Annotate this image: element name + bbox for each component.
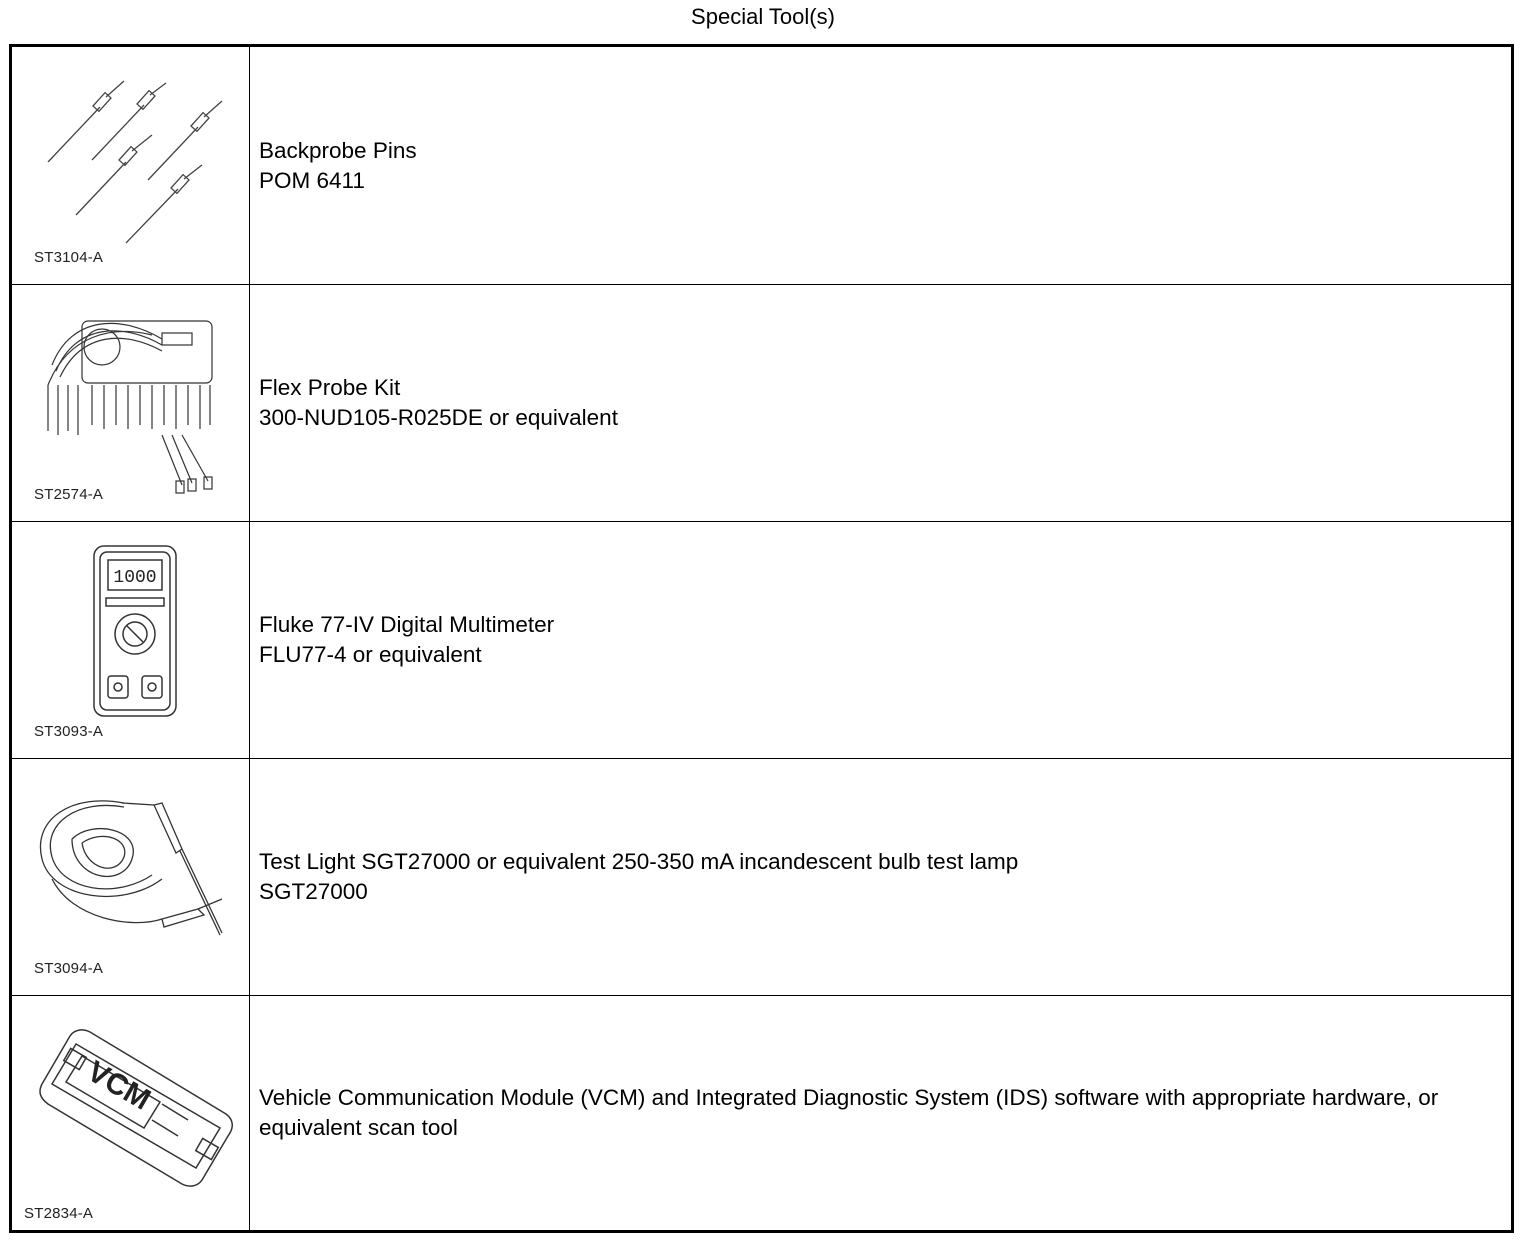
tool-name: Vehicle Communication Module (VCM) and Integrated Diagnostic System (IDS) software with appropriate hardware, or equivalent scan tool xyxy=(259,1085,1445,1140)
tool-image-cell xyxy=(12,522,250,758)
tool-code: ST3093-A xyxy=(34,723,104,740)
table-row xyxy=(12,284,1511,521)
tool-code: ST3104-A xyxy=(34,249,104,266)
page-title: Special Tool(s) xyxy=(691,4,835,29)
tool-description xyxy=(259,285,1491,521)
tool-name: Test Light SGT27000 or equivalent 250-350 mA incandescent bulb test lamp xyxy=(259,849,1019,874)
tool-image-cell xyxy=(12,759,250,995)
table-row xyxy=(12,47,1511,284)
vcm-module-icon xyxy=(12,996,250,1231)
tool-description xyxy=(259,522,1491,758)
tool-description xyxy=(259,759,1491,995)
table-row xyxy=(12,995,1511,1230)
tool-part-number: POM 6411 xyxy=(259,167,365,193)
tool-name: Fluke 77-IV Digital Multimeter xyxy=(259,612,555,637)
table-row xyxy=(12,758,1511,995)
tool-image-cell xyxy=(12,285,250,521)
display-reading: 1000 xyxy=(113,568,157,588)
table-row xyxy=(12,521,1511,758)
tool-code: ST3094-A xyxy=(34,960,104,977)
vcm-logo: VCM xyxy=(81,1054,156,1117)
tool-name: Backprobe Pins xyxy=(259,137,417,163)
tool-code: ST2574-A xyxy=(34,486,104,503)
tool-image-cell xyxy=(12,47,250,284)
tool-code: ST2834-A xyxy=(24,1205,94,1222)
tool-description xyxy=(259,47,1491,284)
tool-part-number: 300-NUD105-R025DE or equivalent xyxy=(259,405,618,430)
tool-part-number: FLU77-4 or equivalent xyxy=(259,642,482,667)
special-tools-table xyxy=(9,44,1514,1233)
tool-name: Flex Probe Kit xyxy=(259,375,401,400)
tool-part-number: SGT27000 xyxy=(259,879,368,904)
tool-description xyxy=(259,996,1491,1230)
tool-image-cell xyxy=(12,996,250,1230)
